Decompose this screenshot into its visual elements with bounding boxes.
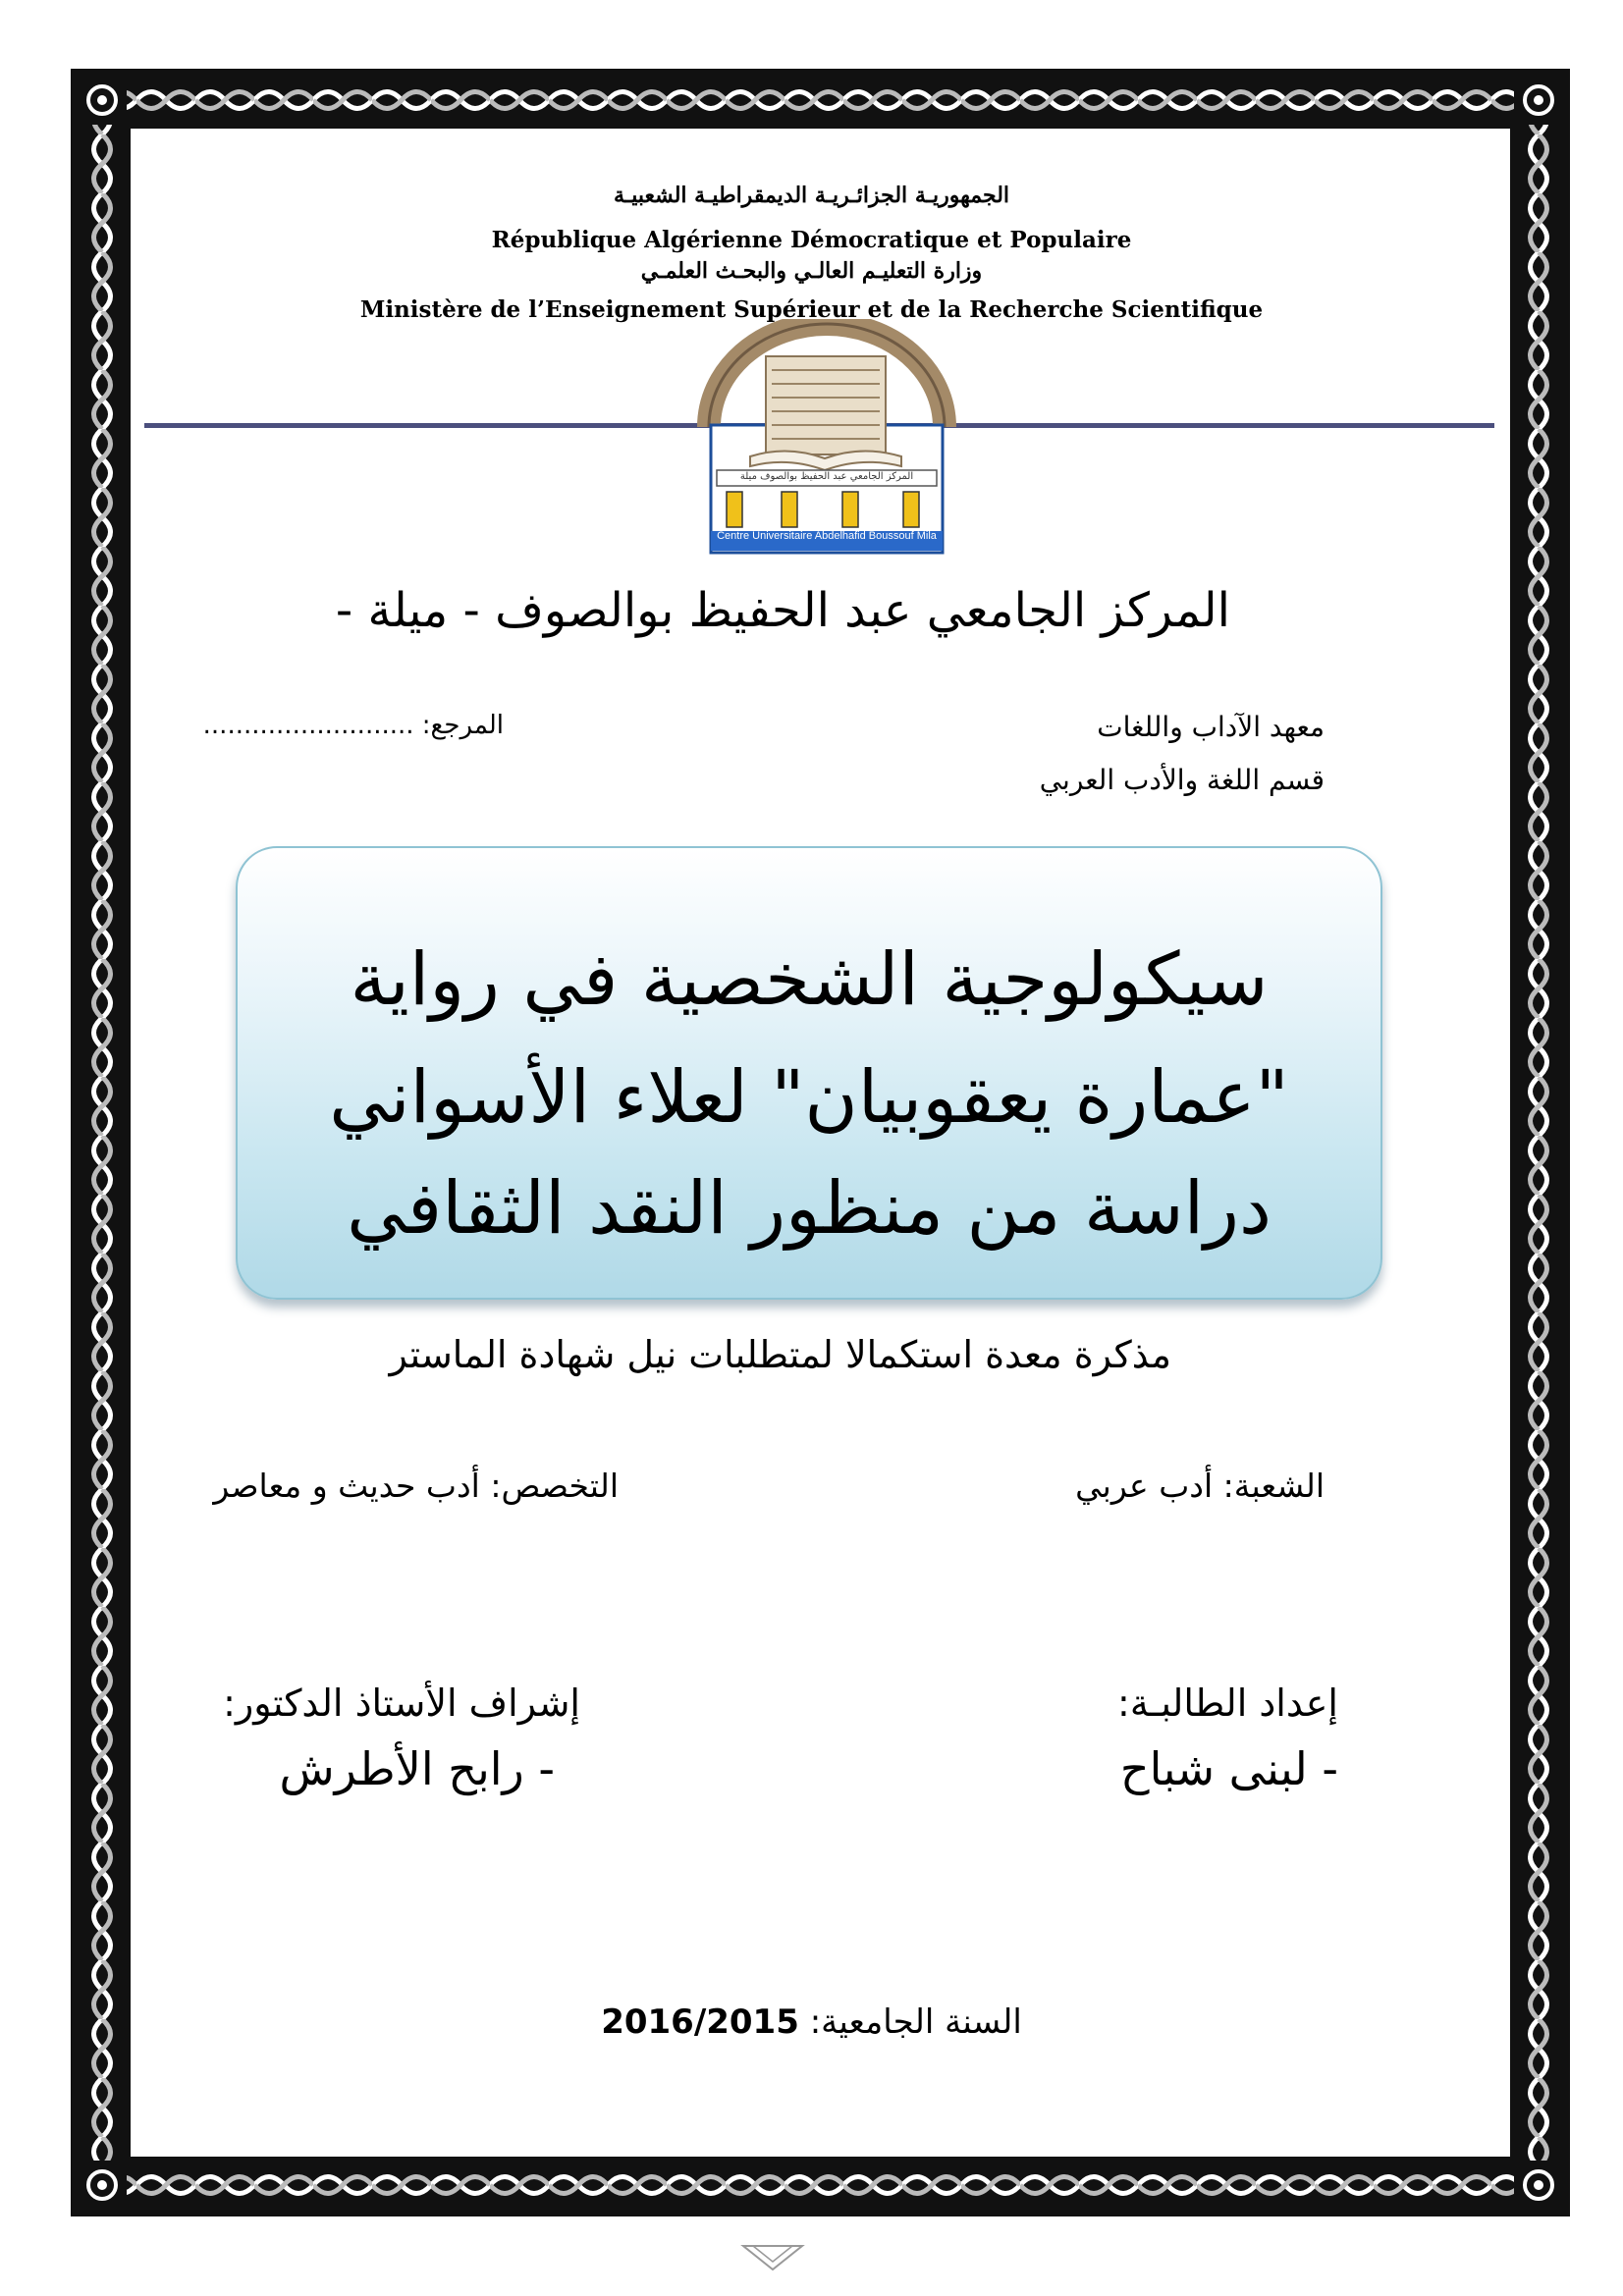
corner-ornament-icon	[1514, 76, 1563, 125]
branch-field: الشعبة: أدب عربي	[1075, 1467, 1325, 1505]
border-band-bottom	[78, 2161, 1563, 2210]
reference-field: المرجع: ..........................	[202, 711, 504, 740]
corner-ornament-icon	[78, 76, 127, 125]
corner-ornament-icon	[1514, 2161, 1563, 2210]
student-label: إعداد الطالبـة:	[1117, 1682, 1338, 1725]
logo-arabic-band: المركز الجامعي عبد الحفيظ بوالصوف ميلة	[739, 471, 914, 482]
bottom-ornament-icon	[738, 2240, 807, 2275]
supervisor-label: إشراف الأستاذ الدكتور:	[223, 1682, 580, 1725]
academic-year	[0, 2002, 1623, 2042]
republic-fr: République Algérienne Démocratique et Populaire	[491, 227, 1132, 253]
border-band-top	[78, 76, 1563, 125]
ministry-fr: Ministère de l’Enseignement Supérieur et de la Recherche Scientifique	[359, 296, 1264, 323]
republic-ar: الجمهوريـة الجزائـريـة الديمقراطيـة الشعبيـة	[613, 183, 1010, 208]
university-logo	[697, 319, 956, 555]
border-band-left	[78, 76, 127, 2210]
specialty-field: التخصص: أدب حديث و معاصر	[213, 1467, 619, 1505]
institute-name: معهد الآداب واللغات	[1097, 711, 1325, 743]
corner-ornament-icon	[78, 2161, 127, 2210]
institution-name: المركز الجامعي عبد الحفيظ بوالصوف - ميلة -	[335, 583, 1230, 638]
thesis-title-line2: "عمارة يعقوبيان" لعلاء الأسواني	[329, 1055, 1289, 1140]
logo-caption: Centre Universitaire Abdelhafid Boussouf Mila	[717, 530, 937, 542]
border-band-right	[1514, 76, 1563, 2210]
thesis-title-line1: سيكولوجية الشخصية في رواية	[350, 937, 1269, 1022]
department-name: قسم اللغة والأدب العربي	[1039, 764, 1325, 796]
academic-year-value: 2016/2015	[601, 2002, 799, 2042]
thesis-subtitle: مذكرة معدة استكمالا لمتطلبات نيل شهادة الماستر	[389, 1333, 1171, 1376]
thesis-title-line3: دراسة من منظور النقد الثقافي	[347, 1166, 1271, 1251]
ministry-ar: وزارة التعليـم العالـي والبحـث العلمـي	[640, 258, 983, 284]
academic-year-label: السنة الجامعية:	[809, 2002, 1022, 2042]
supervisor-name: - رابح الأطرش	[279, 1742, 555, 1795]
student-name: - لبنى شباح	[1119, 1742, 1338, 1795]
